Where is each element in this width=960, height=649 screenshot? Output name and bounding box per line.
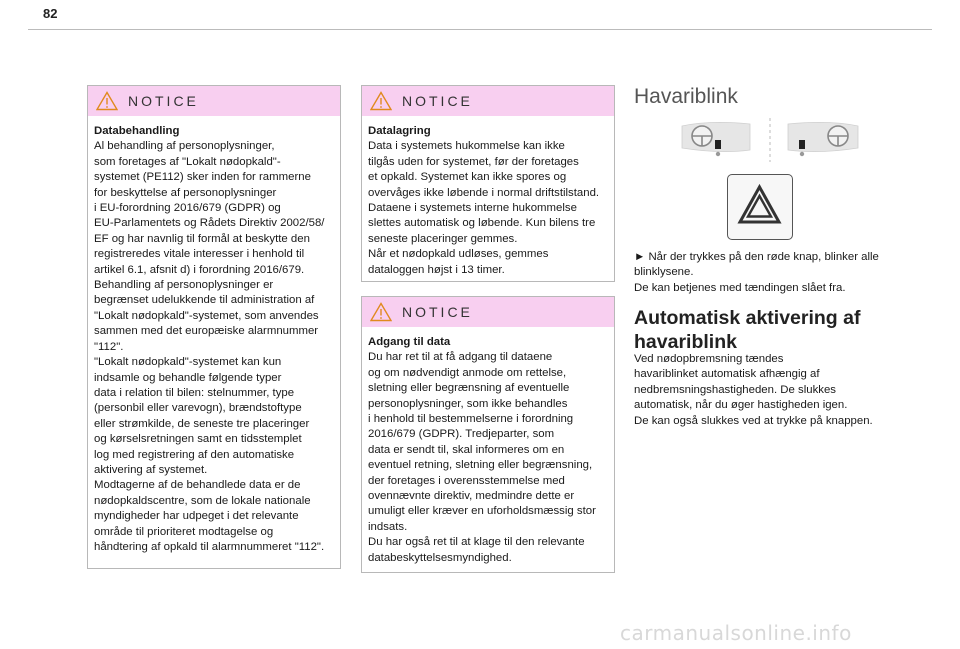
notice-line: EU-Parlamentets og Rådets Direktiv 2002/58/ — [94, 217, 325, 230]
warning-icon — [96, 91, 118, 111]
notice-line: et opkald. Systemet kan ikke spores og — [368, 171, 567, 184]
warning-icon — [370, 91, 392, 111]
notice-line: overvåges ikke løbende i normal driftstilstand. — [368, 186, 600, 199]
notice-line: databeskyttelsesmyndighed. — [368, 551, 512, 564]
page-number: 82 — [43, 6, 58, 21]
notice-line: dataloggen højst i 13 timer. — [368, 263, 505, 276]
notice-header — [362, 86, 614, 116]
notice-line: umuligt eller kræver en uforholdsmæssig stor — [368, 505, 596, 518]
notice-line: sletning eller begrænsning af eventuelle — [368, 382, 570, 395]
notice-line: "Lokalt nødopkald"-systemet kan kun — [94, 356, 282, 369]
section-title-line: havariblink — [634, 331, 737, 353]
notice-line: EF og har navnlig til formål at beskytte den — [94, 232, 310, 245]
notice-line: område til prioriteret modtagelse og — [94, 525, 274, 538]
notice-line: systemet (PE112) sker inden for rammerne — [94, 171, 311, 184]
hazard-line: blinklysene. — [634, 266, 694, 279]
notice-body — [362, 116, 614, 278]
notice-box-databehandling — [87, 85, 341, 569]
notice-line: i EU-forordning 2016/679 (GDPR) og — [94, 202, 281, 215]
notice-line: Data i systemets hukommelse kan ikke — [368, 140, 565, 153]
notice-line: eller strømkilde, de seneste tre placeringer — [94, 417, 310, 430]
notice-box-datalagring — [361, 85, 615, 282]
dashboard-illustration — [680, 116, 860, 164]
notice-line: begrænset udelukkende til administration af — [94, 294, 315, 307]
notice-line: og kørselsretningen samt en tidsstemplet — [94, 433, 302, 446]
section-title-havariblink: Havariblink — [634, 85, 738, 108]
notice-box-adgang — [361, 296, 615, 573]
notice-header — [362, 297, 614, 327]
notice-line: og om nødvendigt anmode om rettelse, — [368, 366, 567, 379]
notice-line: "112". — [94, 340, 124, 353]
right-dashboard-graphic — [788, 122, 858, 156]
warning-icon — [370, 302, 392, 322]
auto-line: Ved nødopbremsning tændes — [634, 353, 784, 365]
auto-line: automatisk, når du øger hastigheden igen. — [634, 399, 848, 412]
notice-line: indsamle og behandle følgende typer — [94, 371, 282, 384]
notice-body — [88, 116, 340, 555]
notice-line: aktivering af systemet. — [94, 463, 208, 476]
notice-line: log med registrering af den automatiske — [94, 448, 295, 461]
notice-heading: Adgang til data — [368, 336, 451, 348]
notice-line: artikel 6.1, afsnit d) i forordning 2016/679. — [94, 263, 305, 276]
notice-heading: Databehandling — [94, 125, 180, 137]
notice-line: seneste placeringer gemmes. — [368, 232, 518, 245]
section-title-auto — [634, 306, 860, 354]
notice-line: i henhold til bestemmelserne i forordning — [368, 413, 574, 426]
notice-title: NOTICE — [402, 304, 473, 320]
notice-line: nødopkaldscentre, som de lokale nationale — [94, 494, 311, 507]
notice-line: Du har også ret til at klage til den relevante — [368, 536, 585, 549]
notice-line: data i relation til bilen: stelnummer, type — [94, 386, 295, 399]
hazard-line: De kan betjenes med tændingen slået fra. — [634, 281, 846, 294]
section-title-line: Automatisk aktivering af — [634, 307, 861, 329]
hazard-button-illustration — [727, 174, 793, 240]
notice-line: myndigheder har udpeget i det relevante — [94, 510, 299, 523]
auto-line: havariblinket automatisk afhængig af — [634, 368, 820, 381]
notice-header — [88, 86, 340, 116]
notice-line: Modtagerne af de behandlede data er de — [94, 479, 301, 492]
notice-line: Du har ret til at få adgang til dataene — [368, 351, 553, 364]
notice-line: tilgås uden for systemet, før der foretages — [368, 155, 579, 168]
notice-line: som foretages af "Lokalt nødopkald"- — [94, 155, 281, 168]
auto-line: nedbremsningshastigheden. De slukkes — [634, 383, 836, 396]
notice-line: Når et nødopkald udløses, gemmes — [368, 248, 549, 261]
notice-title: NOTICE — [402, 93, 473, 109]
notice-title: NOTICE — [128, 93, 199, 109]
notice-line: ovennævnte direktiv, medmindre dette er — [368, 490, 575, 503]
hazard-line: ► Når der trykkes på den røde knap, blinker alle — [634, 251, 879, 263]
watermark: carmanualsonline.info — [620, 621, 852, 645]
left-dashboard-graphic — [682, 122, 750, 156]
hazard-triangle-icon — [728, 175, 791, 238]
notice-line: slettes automatisk og løbende. Kun bilens tre — [368, 217, 596, 230]
notice-line: eventuel retning, sletning eller begrænsning, — [368, 459, 593, 472]
notice-line: data er sendt til, skal informeres om en — [368, 443, 565, 456]
auto-description — [634, 352, 899, 429]
hazard-instruction — [634, 250, 899, 296]
notice-line: for beskyttelse af personoplysninger — [94, 186, 277, 199]
notice-line: sammen med det europæiske alarmnummer — [94, 325, 319, 338]
notice-line: "Lokalt nødopkald"-systemet, som anvendes — [94, 309, 319, 322]
notice-heading: Datalagring — [368, 125, 431, 137]
notice-line: 2016/679 (GDPR). Tredjeparter, som — [368, 428, 555, 441]
top-rule — [28, 29, 932, 30]
notice-line: Al behandling af personoplysninger, — [94, 140, 275, 153]
notice-line: personoplysninger, som ikke behandles — [368, 397, 568, 410]
notice-line: (personbil eller varevogn), brændstoftype — [94, 402, 302, 415]
notice-body — [362, 327, 614, 566]
notice-line: der foretages i overensstemmelse med — [368, 474, 565, 487]
notice-line: indsats. — [368, 520, 408, 533]
notice-line: Dataene i systemets interne hukommelse — [368, 202, 577, 215]
notice-line: Behandling af personoplysninger er — [94, 279, 274, 292]
notice-line: registreredes vitale interesser i henhold til — [94, 248, 305, 261]
notice-line: håndtering af opkald til alarmnummeret "112". — [94, 540, 325, 553]
auto-line: De kan også slukkes ved at trykke på knappen. — [634, 414, 873, 427]
